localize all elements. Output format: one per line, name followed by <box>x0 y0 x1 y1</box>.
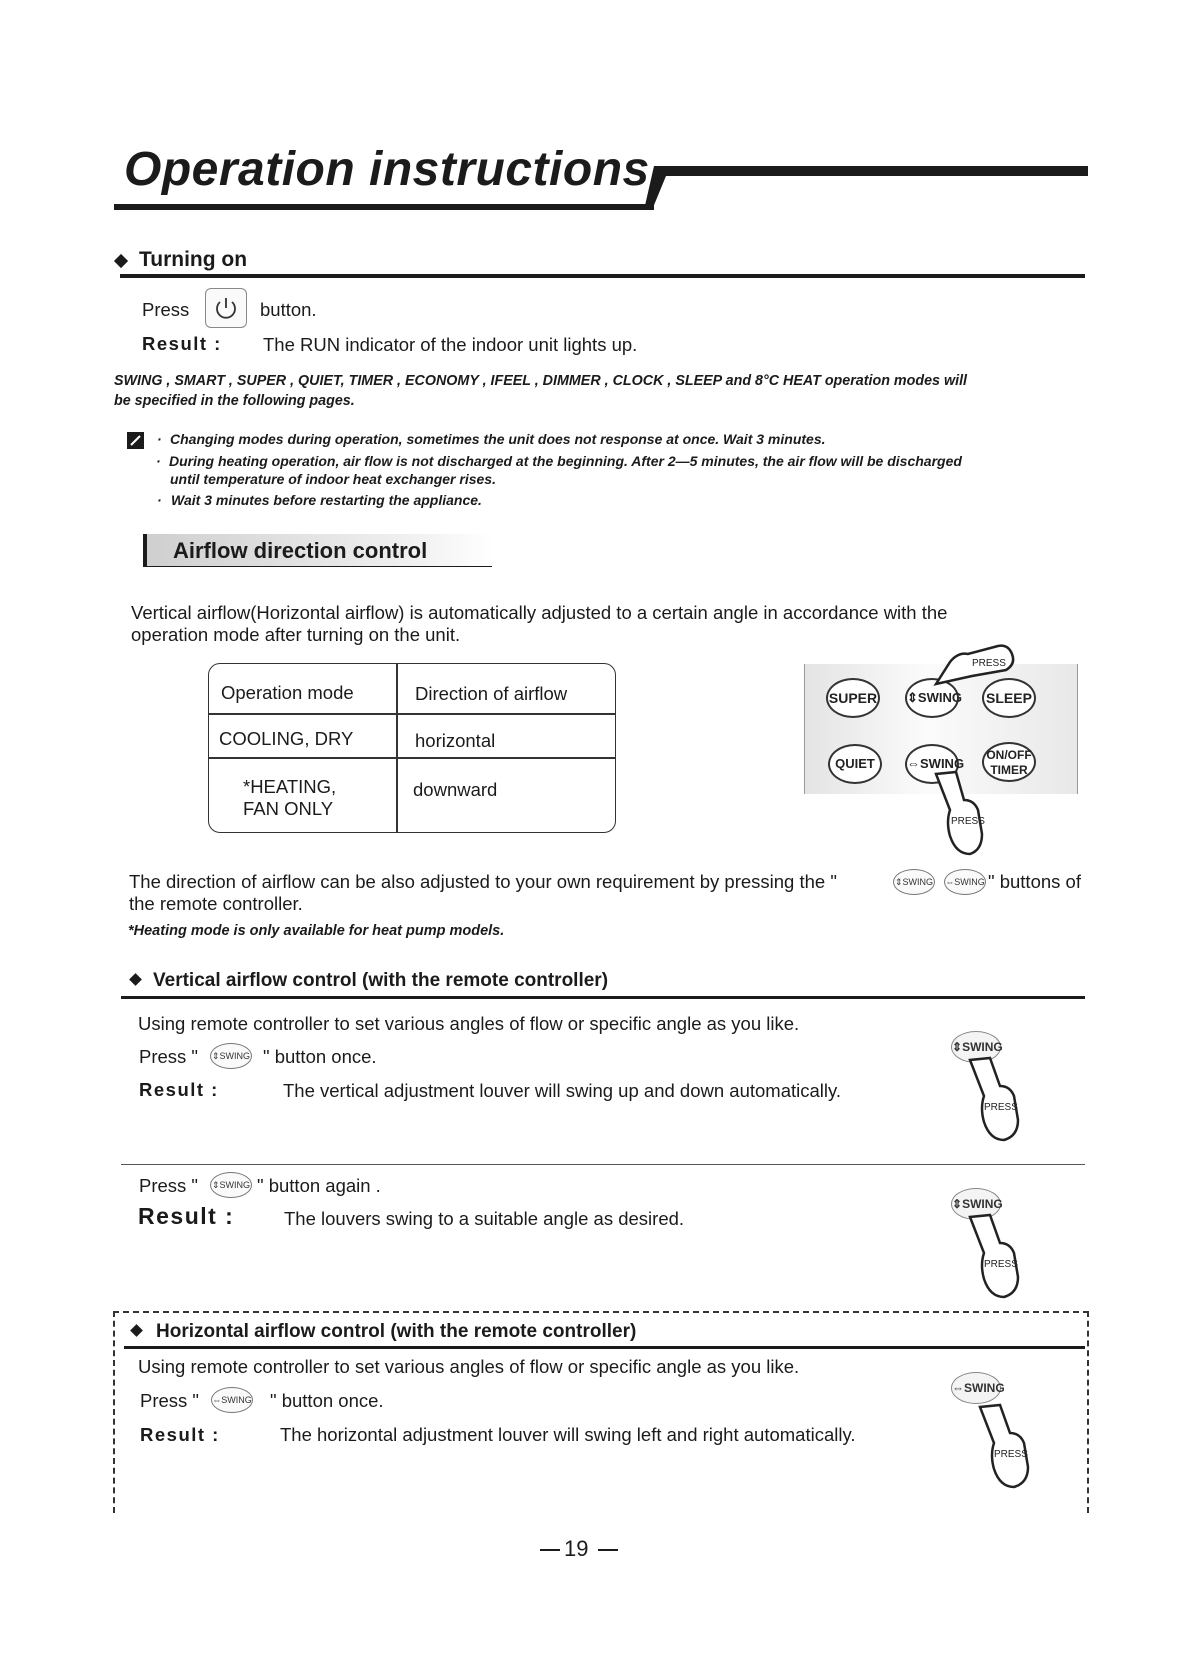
page-number-dash-right <box>598 1549 618 1551</box>
section-heading-airflow: Airflow direction control <box>173 538 428 563</box>
section-heading-vertical: Vertical airflow control (with the remote controller) <box>153 970 609 991</box>
title-underline <box>114 204 654 210</box>
section-heading-turning-on: Turning on <box>139 248 248 271</box>
page-title: Operation instructions <box>124 143 650 196</box>
note-2-cont: until temperature of indoor heat exchanger rises. <box>170 471 496 487</box>
section-divider <box>121 1164 1085 1165</box>
press-suffix: " button again . <box>257 1175 381 1196</box>
mode-table <box>208 663 616 833</box>
press-label: Press " <box>140 1390 199 1411</box>
vertical-intro: Using remote controller to set various angles of flow or specific angle as you like. <box>138 1013 800 1034</box>
note-2: During heating operation, air flow is not discharged at the beginning. After 2—5 minutes, the air flow will be discharged <box>169 453 962 469</box>
onoff-timer-button[interactable]: ON/OFF TIMER <box>982 742 1036 782</box>
adjust-line-1-post: " buttons of <box>988 871 1081 892</box>
press-suffix: " button once. <box>270 1390 384 1411</box>
vertical-swing-button[interactable]: ⇕SWING <box>893 869 935 895</box>
bullet-dot: · <box>157 431 162 447</box>
press-label: PRESS <box>984 1102 1018 1113</box>
table-cell-direction: downward <box>413 779 498 800</box>
result-label: Result : <box>142 333 222 354</box>
press-label: Press " <box>139 1046 198 1067</box>
table-cell-mode: *HEATING, <box>243 776 337 797</box>
press-suffix: button. <box>260 299 317 320</box>
modes-line-1: SWING , SMART , SUPER , QUIET, TIMER , ECONOMY , IFEEL , DIMMER , CLOCK , SLEEP and 8°C HEAT operation modes will <box>114 373 968 389</box>
power-icon <box>206 289 246 327</box>
modes-line-2: be specified in the following pages. <box>114 393 355 409</box>
page-number: 19 <box>564 1536 589 1561</box>
airflow-intro-1: Vertical airflow(Horizontal airflow) is automatically adjusted to a certain angle in accordance with the <box>131 602 948 623</box>
sleep-button[interactable]: SLEEP <box>982 678 1036 718</box>
table-cell-mode: FAN ONLY <box>243 798 334 819</box>
result-text: The louvers swing to a suitable angle as desired. <box>284 1208 685 1229</box>
pressing-hand-icon <box>928 628 1020 688</box>
vertical-swing-button[interactable]: ⇕SWING <box>210 1172 252 1198</box>
table-divider-h <box>209 713 615 715</box>
pressing-hand-icon <box>964 1213 1026 1303</box>
adjust-line-1-pre: The direction of airflow can be also adjusted to your own requirement by pressing the " <box>129 871 837 892</box>
bullet-dot: · <box>157 492 162 508</box>
heating-note: *Heating mode is only available for heat pump models. <box>128 923 505 939</box>
title-slash-decoration <box>640 160 1090 212</box>
press-suffix: " button once. <box>263 1046 377 1067</box>
result-text: The RUN indicator of the indoor unit lights up. <box>263 334 638 355</box>
table-cell-mode: COOLING, DRY <box>219 728 354 749</box>
section-rule <box>120 274 1085 278</box>
horizontal-swing-button[interactable]: ⇔SWING <box>944 869 986 895</box>
airflow-intro-2: operation mode after turning on the unit. <box>131 624 461 645</box>
pressing-hand-icon <box>964 1056 1026 1146</box>
press-label: Press " <box>139 1175 198 1196</box>
pencil-note-icon <box>127 432 144 449</box>
pressing-hand-icon <box>926 770 986 860</box>
press-label: Press <box>142 299 190 320</box>
table-header-mode: Operation mode <box>221 682 354 703</box>
section-rule <box>124 1346 1085 1349</box>
bullet-dot: · <box>156 453 161 469</box>
power-button[interactable] <box>205 288 247 328</box>
page-number-dash-left <box>540 1549 560 1551</box>
table-cell-direction: horizontal <box>415 730 496 751</box>
press-label: PRESS <box>951 816 985 827</box>
section-rule <box>121 996 1085 999</box>
super-button[interactable]: SUPER <box>826 678 880 718</box>
result-text: The vertical adjustment louver will swing up and down automatically. <box>283 1080 842 1101</box>
vertical-swing-button[interactable]: ⇕SWING <box>951 1031 1001 1063</box>
vertical-swing-button[interactable]: ⇕SWING <box>905 678 959 718</box>
adjust-line-2: the remote controller. <box>129 893 303 914</box>
horizontal-swing-button[interactable]: ⇔SWING <box>905 744 959 784</box>
press-label: PRESS <box>994 1449 1028 1460</box>
result-label: Result : <box>139 1079 219 1100</box>
table-header-direction: Direction of airflow <box>415 683 568 704</box>
horizontal-swing-button[interactable]: ⇔SWING <box>211 1387 253 1413</box>
note-3: Wait 3 minutes before restarting the appliance. <box>171 492 482 508</box>
result-label: Result : <box>140 1424 220 1445</box>
vertical-swing-button[interactable]: ⇕SWING <box>951 1188 1001 1220</box>
pressing-hand-icon <box>974 1403 1036 1493</box>
horizontal-swing-button[interactable]: ⇔SWING <box>951 1372 1001 1404</box>
horizontal-intro: Using remote controller to set various angles of flow or specific angle as you like. <box>138 1356 800 1377</box>
quiet-button[interactable]: QUIET <box>828 744 882 784</box>
vertical-swing-button[interactable]: ⇕SWING <box>210 1043 252 1069</box>
diamond-bullet-icon <box>114 254 128 268</box>
table-divider-h <box>209 757 615 759</box>
press-label: PRESS <box>972 658 1006 669</box>
press-label: PRESS <box>984 1259 1018 1270</box>
diamond-bullet-icon <box>129 973 142 986</box>
section-heading-horizontal: Horizontal airflow control (with the remote controller) <box>156 1321 637 1342</box>
table-divider-v <box>396 664 398 832</box>
result-text: The horizontal adjustment louver will swing left and right automatically. <box>280 1424 856 1445</box>
note-1: Changing modes during operation, sometimes the unit does not response at once. Wait 3 minutes. <box>170 431 826 447</box>
result-label: Result : <box>138 1203 235 1229</box>
